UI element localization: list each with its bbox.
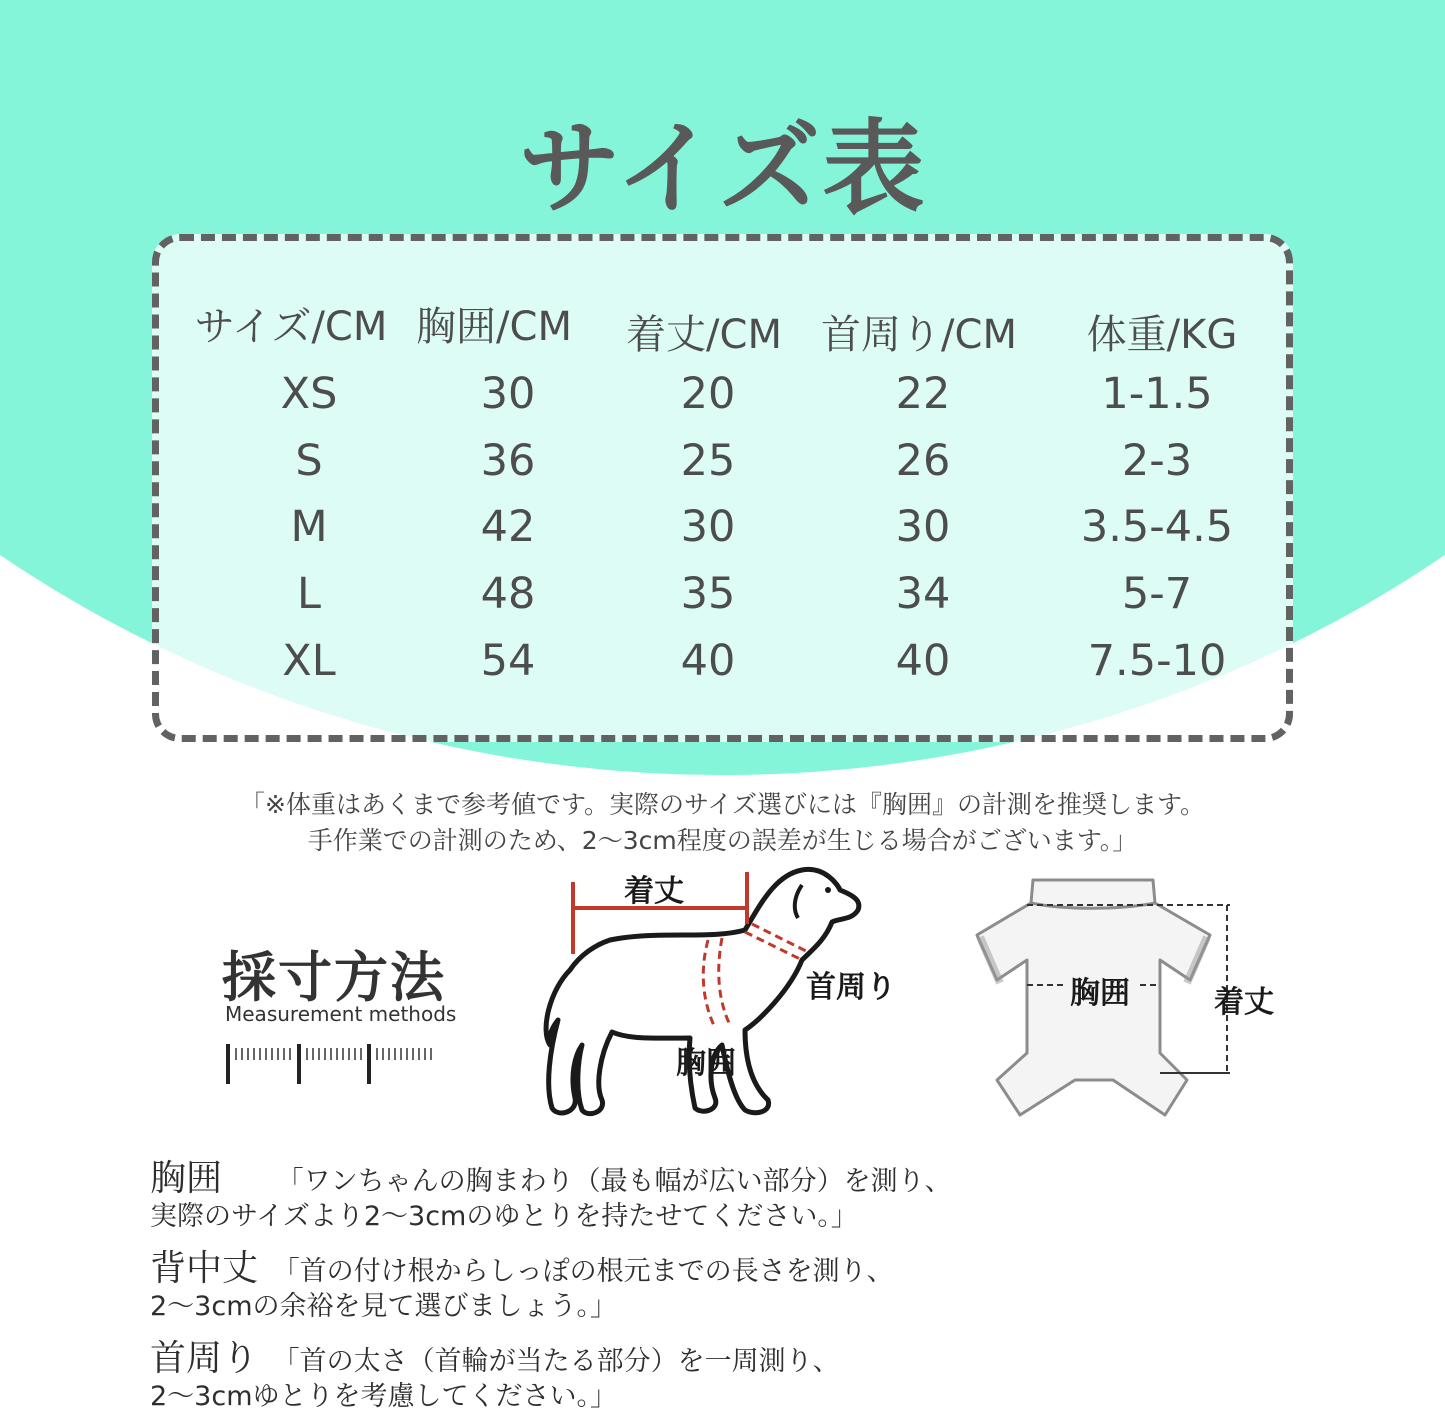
- table-cell: 54: [480, 636, 536, 686]
- table-cell: 26: [895, 436, 951, 486]
- table-cell: 42: [480, 502, 536, 552]
- garment-chest-label: 胸囲: [1070, 976, 1130, 1011]
- table-cell: 36: [480, 436, 536, 486]
- garment-length-label: 着丈: [1214, 985, 1274, 1020]
- note-line-2: 手作業での計測のため、2〜3cm程度の誤差が生じる場合がございます。」: [307, 826, 1138, 855]
- table-cell: 22: [895, 369, 951, 419]
- desc-back-length-line2: 2〜3cmの余裕を見て選びましょう。」: [150, 1291, 618, 1322]
- desc-term: 首周り: [150, 1338, 259, 1379]
- table-cell: 1-1.5: [1101, 369, 1213, 419]
- desc-neck-line2: 2〜3cmゆとりを考慮してください。」: [150, 1381, 618, 1412]
- table-cell: 34: [895, 569, 951, 619]
- desc-text: 「ワンちゃんの胸まわり（最も幅が広い部分）を測り、: [276, 1166, 952, 1197]
- note-line-1: 「※体重はあくまで参考値です。実際のサイズ選びには『胸囲』の計測を推奨します。: [240, 790, 1205, 819]
- header-chest: 胸囲/CM: [416, 304, 572, 350]
- header-weight: 体重/KG: [1086, 312, 1238, 358]
- table-cell: L: [297, 569, 321, 619]
- table-cell: 40: [895, 636, 951, 686]
- table-cell: S: [295, 436, 323, 486]
- table-cell: 30: [895, 502, 951, 552]
- measurement-subtitle: Measurement methods: [225, 1002, 457, 1026]
- desc-term: 胸囲: [150, 1158, 223, 1199]
- desc-text: 「首の付け根からしっぽの根元までの長さを測り、: [272, 1256, 894, 1287]
- table-cell: XS: [280, 369, 338, 419]
- table-cell: 5-7: [1121, 569, 1193, 619]
- table-cell: 30: [680, 502, 736, 552]
- size-table: [152, 234, 1293, 742]
- dog-chest-label: 胸囲: [676, 1046, 736, 1081]
- table-cell: 48: [480, 569, 536, 619]
- desc-term: 背中丈: [150, 1248, 259, 1289]
- table-cell: 40: [680, 636, 736, 686]
- dog-length-label: 着丈: [624, 874, 684, 909]
- table-cell: 35: [680, 569, 736, 619]
- table-cell: 25: [680, 436, 736, 486]
- header-size: サイズ/CM: [194, 304, 388, 350]
- header-length: 着丈/CM: [626, 312, 782, 358]
- measurement-title: 採寸方法: [222, 946, 446, 1009]
- page-title: サイズ表: [518, 110, 927, 229]
- table-cell: M: [290, 502, 328, 552]
- table-cell: 7.5-10: [1087, 636, 1227, 686]
- table-cell: 30: [480, 369, 536, 419]
- table-cell: 20: [680, 369, 736, 419]
- header-neck: 首周り/CM: [821, 312, 1017, 358]
- desc-text: 「首の太さ（首輪が当たる部分）を一周測り、: [272, 1346, 840, 1377]
- table-cell: 2-3: [1121, 436, 1193, 486]
- dog-neck-label: 首周り: [806, 970, 896, 1005]
- table-cell: 3.5-4.5: [1080, 502, 1234, 552]
- ruler-icon: [222, 1038, 437, 1086]
- desc-chest-line2: 実際のサイズより2〜3cmのゆとりを持たせてください。」: [150, 1201, 858, 1232]
- table-cell: XL: [282, 636, 336, 686]
